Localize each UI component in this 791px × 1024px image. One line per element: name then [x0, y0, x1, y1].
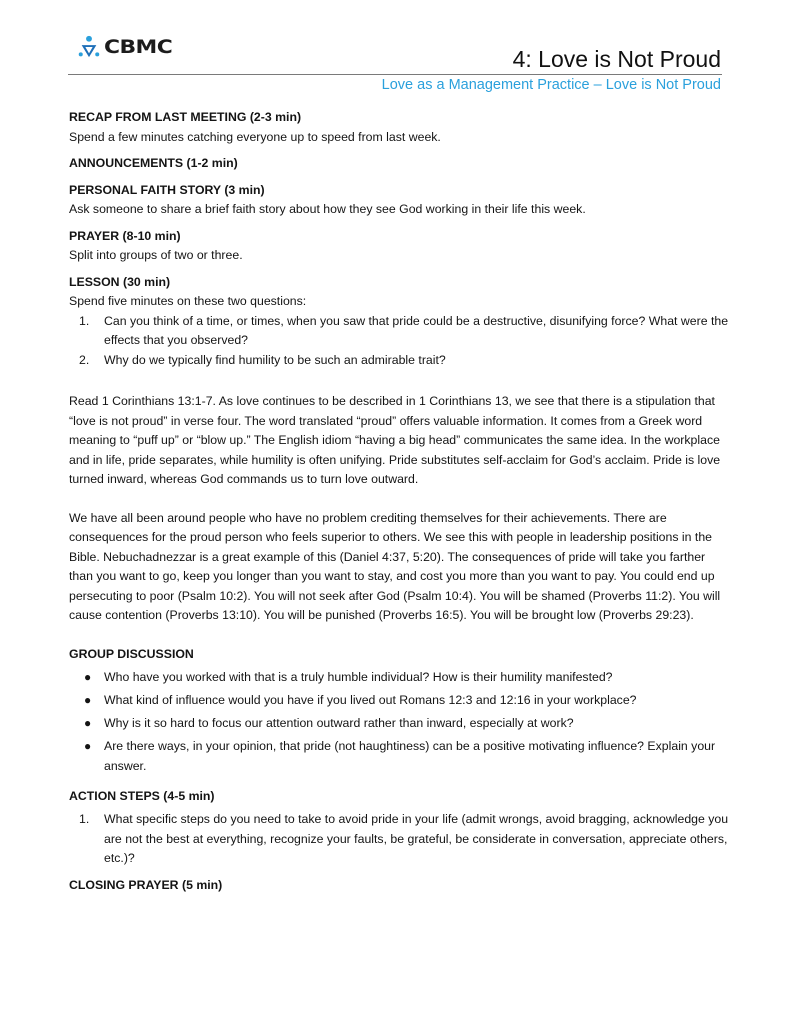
list-item-text: Who have you worked with that is a truly humble individual? How is their humility manifested?	[104, 670, 613, 684]
bullet-icon: ●	[84, 693, 92, 707]
section-title: ANNOUNCEMENTS (1-2 min)	[69, 156, 238, 170]
page-header	[0, 0, 791, 100]
list-item	[69, 351, 729, 371]
section-recap	[69, 108, 729, 147]
section-prayer	[69, 227, 729, 266]
list-item-text: Are there ways, in your opinion, that pride (not haughtiness) can be a positive motivating influence? Explain your answer.	[104, 739, 716, 773]
section-title: CLOSING PRAYER (5 min)	[69, 877, 223, 892]
section-group-discussion	[69, 645, 729, 777]
section-title: ACTION STEPS (4-5 min)	[69, 788, 215, 803]
list-item	[69, 691, 729, 711]
discussion-questions	[69, 668, 729, 776]
bullet-icon: ●	[84, 716, 92, 730]
section-lesson	[69, 273, 729, 626]
section-text: Split into groups of two or three.	[69, 248, 243, 262]
list-item-text: What kind of influence would you have if you lived out Romans 12:3 and 12:16 in your workplace?	[104, 693, 637, 707]
list-item-text: What specific steps do you need to take to avoid pride in your life (admit wrongs, avoid bragging, acknowledge you are not the best at everything, recognize your faults, be grateful, be considerate in conversation, appreciate others, etc.)?	[104, 812, 729, 865]
list-item-text: Why do we typically find humility to be such an admirable trait?	[104, 352, 446, 367]
bullet-icon: ●	[84, 739, 92, 753]
logo-text: CBMC	[104, 36, 173, 58]
section-text: Ask someone to share a brief faith story about how they see God working in their life this week.	[69, 202, 586, 216]
list-item-text: Can you think of a time, or times, when you saw that pride could be a destructive, disunifying force? What were the effects that you observed?	[104, 313, 729, 347]
lesson-questions	[69, 312, 729, 371]
section-title: PRAYER (8-10 min)	[69, 228, 181, 243]
action-steps-list	[69, 810, 729, 869]
document-body	[69, 108, 729, 895]
bullet-icon: ●	[84, 670, 92, 684]
lesson-paragraph: We have all been around people who have no problem crediting themselves for their achievements. There are consequences for the proud person who feels superior to others. We see this with people in leadership positions in the Bible. Nebuchadnezzar is a great example of this (Daniel 4:37, 5:20). The consequences of pride will take you farther than you want to go, keep you longer than you want to stay, and cost you more than you want to pay. You could end up persecuting to poor (Psalm 10:2). You will not seek after God (Psalm 10:4). You will be shamed (Proverbs 11:2). You will cause contention (Proverbs 13:10). You will be punished (Proverbs 16:5). You will be brought low (Proverbs 29:23).	[69, 510, 721, 622]
list-item	[69, 714, 729, 734]
list-number: 2.	[79, 352, 90, 367]
list-number: 1.	[79, 313, 90, 328]
section-title: PERSONAL FAITH STORY (3 min)	[69, 182, 265, 197]
section-announcements	[69, 154, 729, 174]
lesson-intro: Spend five minutes on these two questions:	[69, 294, 307, 308]
document-subtitle: Love as a Management Practice – Love is Not Proud	[381, 77, 721, 93]
section-faith-story	[69, 181, 729, 220]
list-item	[69, 312, 729, 351]
list-item-text: Why is it so hard to focus our attention outward rather than inward, especially at work?	[104, 716, 574, 730]
list-item	[69, 810, 729, 869]
section-title: RECAP FROM LAST MEETING (2-3 min)	[69, 110, 302, 124]
section-title: GROUP DISCUSSION	[69, 646, 194, 661]
lesson-paragraph: Read 1 Corinthians 13:1-7. As love continues to be described in 1 Corinthians 13, we see that there is a stipulation that “love is not proud” in verse four. The word translated “proud” offers valuable information. It comes from a Greek word meaning to “puff up” or “blow up.” The English idiom “having a big head” communicates the same idea. In the workplace and in life, pride separates, while humility is often unifying. Pride substitutes self-acclaim for God’s acclaim. Pride is love turned inward, whereas God commands us to turn love outward.	[69, 394, 721, 486]
header-divider	[68, 74, 722, 75]
section-action-steps	[69, 787, 729, 869]
list-item	[69, 668, 729, 688]
cbmc-logo	[78, 34, 173, 60]
section-text: Spend a few minutes catching everyone up to speed from last week.	[69, 129, 441, 144]
section-title: LESSON (30 min)	[69, 274, 171, 289]
cbmc-logo-icon	[78, 34, 100, 60]
list-number: 1.	[79, 812, 90, 826]
section-closing-prayer	[69, 876, 729, 896]
document-title: 4: Love is Not Proud	[512, 46, 721, 72]
list-item	[69, 737, 729, 776]
